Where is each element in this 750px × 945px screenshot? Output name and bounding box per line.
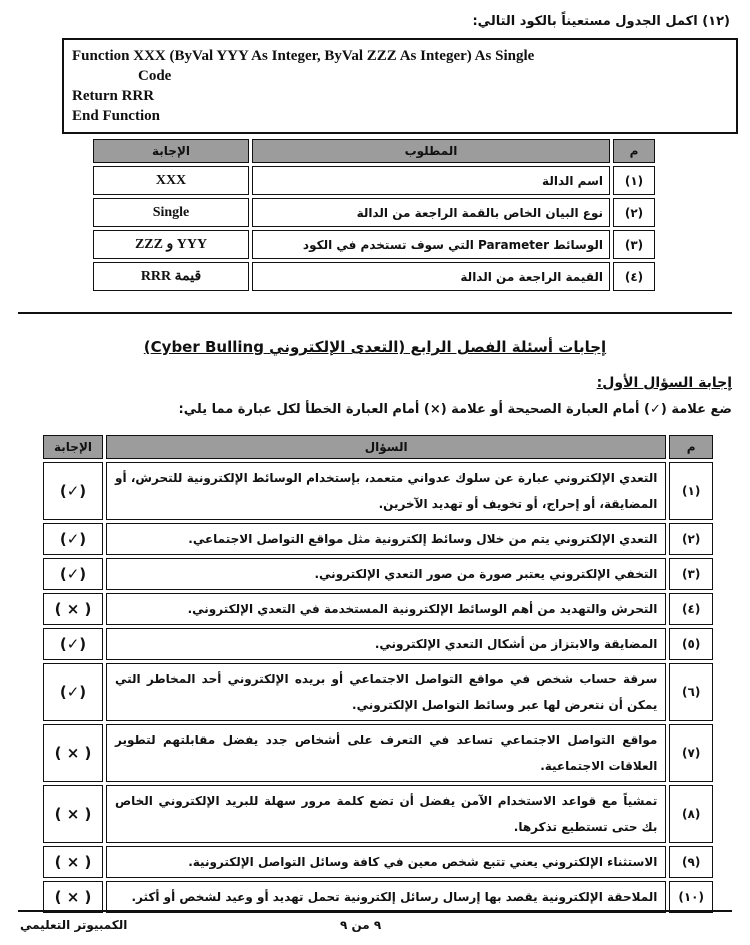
page-number: ٩ من ٩	[340, 918, 382, 932]
row-answer: ( × )	[43, 846, 103, 878]
code-line: Code	[138, 68, 172, 84]
header-answer: الإجابة	[43, 435, 103, 459]
table-row	[43, 558, 713, 590]
header-answer: الإجابة	[93, 139, 249, 163]
section-title: إجابات أسئلة الفصل الرابع (التعدى الإلكتروني Cyber Bulling)	[143, 338, 607, 356]
instruction-text: ضع علامة (✓) أمام العبارة الصحيحة أو علامة (×) أمام العبارة الخطأ لكل عبارة مما يلي:	[178, 402, 732, 417]
table-row	[43, 724, 713, 782]
code-line: Return RRR	[72, 88, 155, 104]
table-row	[43, 628, 713, 660]
row-num: (٦)	[669, 663, 713, 721]
row-num: (٩)	[669, 846, 713, 878]
row-num: (٣)	[613, 230, 655, 259]
row-answer: ( × )	[43, 593, 103, 625]
table-row	[43, 785, 713, 843]
question-12-title: (١٢) اكمل الجدول مستعيناً بالكود التالي:	[472, 14, 730, 29]
table-header-row	[43, 435, 713, 459]
code-box	[62, 38, 738, 134]
row-answer: (✓)	[43, 462, 103, 520]
header-num: م	[669, 435, 713, 459]
row-question: تمشياً مع قواعد الاستخدام الآمن يفضل أن تضع كلمة مرور سهلة للبريد الإلكتروني الخاص بك حتى تستطيع تذكرها.	[106, 785, 666, 843]
table-row	[93, 230, 655, 259]
row-num: (٢)	[669, 523, 713, 555]
row-question: التحرش والتهديد من أهم الوسائط الإلكترونية المستخدمة في التعدي الإلكتروني.	[106, 593, 666, 625]
row-num: (٤)	[669, 593, 713, 625]
header-question: السؤال	[106, 435, 666, 459]
row-num: (٨)	[669, 785, 713, 843]
row-answer: (✓)	[43, 523, 103, 555]
row-num: (١)	[613, 166, 655, 195]
row-answer: XXX	[93, 166, 249, 195]
row-required: القيمة الراجعة من الدالة	[252, 262, 610, 291]
row-question: سرقة حساب شخص في مواقع التواصل الاجتماعي أو بريده الإلكتروني أحد المخاطر التي يمكن أن نتعرض لها عبر وسائط التواصل الإلكتروني.	[106, 663, 666, 721]
row-required: نوع البيان الخاص بالقمة الراجعة من الدالة	[252, 198, 610, 227]
row-answer: ( × )	[43, 785, 103, 843]
table-row	[93, 166, 655, 195]
row-num: (٣)	[669, 558, 713, 590]
row-num: (٢)	[613, 198, 655, 227]
row-required: الوسائط Parameter التي سوف تستخدم في الكود	[252, 230, 610, 259]
footer-subject: الكمبيوتر التعليمي	[20, 918, 128, 932]
row-question: التعدي الإلكتروني عبارة عن سلوك عدواني متعمد، بإستخدام الوسائط الإلكترونية للتحرش، أو المضايقة، أو إحراج، أو تخويف أو تهديد الآخرين.	[106, 462, 666, 520]
row-required: اسم الدالة	[252, 166, 610, 195]
row-question: المضايقة والابتزاز من أشكال التعدي الإلكتروني.	[106, 628, 666, 660]
table-row	[43, 593, 713, 625]
section-divider	[18, 312, 732, 314]
row-num: (٧)	[669, 724, 713, 782]
table-header-row	[93, 139, 655, 163]
row-num: (٤)	[613, 262, 655, 291]
function-table	[90, 136, 658, 294]
row-num: (٥)	[669, 628, 713, 660]
code-line: End Function	[72, 108, 160, 124]
code-line: Function XXX (ByVal YYY As Integer, ByVal ZZZ As Integer) As Single	[72, 48, 535, 64]
table-row	[43, 846, 713, 878]
row-answer: قيمة RRR	[93, 262, 249, 291]
row-question: مواقع التواصل الاجتماعي تساعد في التعرف على أشخاص جدد يفضل مقابلتهم لتطوير العلاقات الاجتماعية.	[106, 724, 666, 782]
table-row	[93, 262, 655, 291]
header-num: م	[613, 139, 655, 163]
table-row	[43, 881, 713, 913]
row-num: (١)	[669, 462, 713, 520]
row-question: التعدي الإلكتروني يتم من خلال وسائط إلكترونية مثل مواقع التواصل الاجتماعي.	[106, 523, 666, 555]
row-num: (١٠)	[669, 881, 713, 913]
row-question: التخفي الإلكتروني يعتبر صورة من صور التعدي الإلكتروني.	[106, 558, 666, 590]
table-row	[43, 523, 713, 555]
header-required: المطلوب	[252, 139, 610, 163]
table-row	[43, 663, 713, 721]
row-answer: ( × )	[43, 724, 103, 782]
row-answer: (✓)	[43, 663, 103, 721]
row-answer: ( × )	[43, 881, 103, 913]
row-answer: (✓)	[43, 628, 103, 660]
true-false-table	[40, 432, 716, 916]
first-answer-title: إجابة السؤال الأول:	[596, 375, 732, 391]
row-answer: YYY و ZZZ	[93, 230, 249, 259]
table-row	[43, 462, 713, 520]
footer-divider	[18, 910, 732, 912]
row-question: الاستثناء الإلكتروني يعني تتبع شخص معين في كافة وسائل التواصل الإلكترونية.	[106, 846, 666, 878]
row-answer: (✓)	[43, 558, 103, 590]
table-row	[93, 198, 655, 227]
row-question: الملاحقة الإلكترونية يقصد بها إرسال رسائل إلكترونية تحمل تهديد أو وعيد لشخص أو أكثر.	[106, 881, 666, 913]
row-answer: Single	[93, 198, 249, 227]
